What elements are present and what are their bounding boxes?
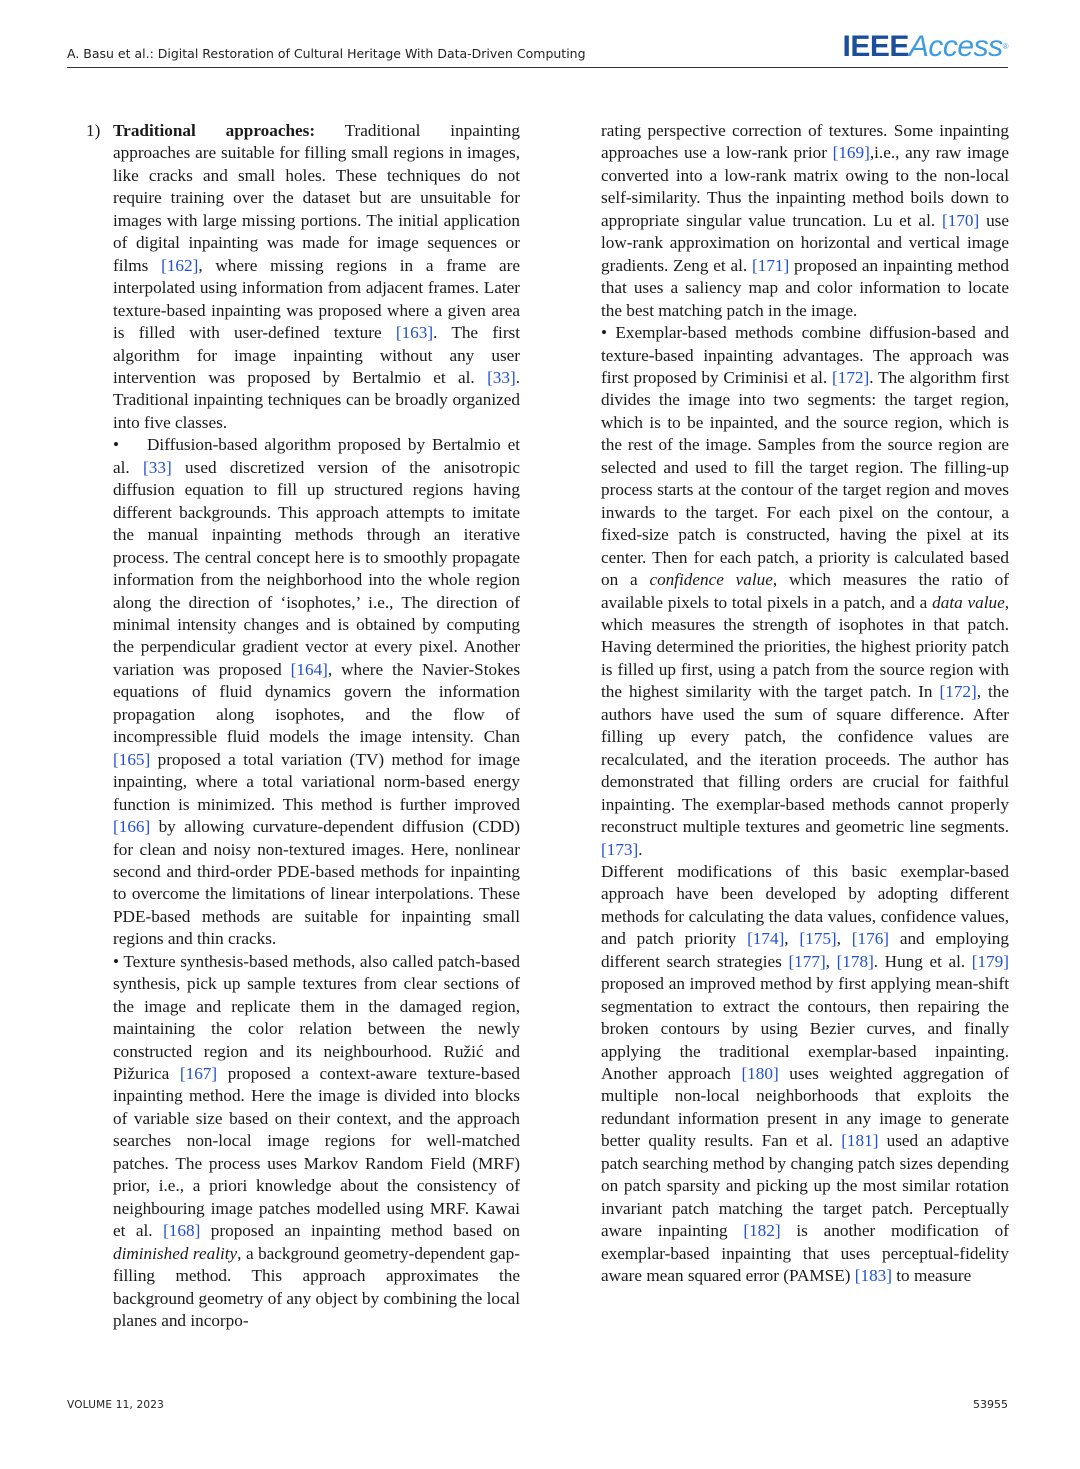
- right-column: [601, 120, 1009, 1288]
- citation-link[interactable]: [33]: [143, 457, 172, 477]
- citation-link[interactable]: [169]: [832, 143, 870, 163]
- citation-link[interactable]: [167]: [179, 1064, 218, 1084]
- logo-access-text: Access: [908, 30, 1003, 63]
- running-title: A. Basu et al.: Digital Restoration of Cultural Heritage With Data-Driven Computing: [67, 46, 586, 61]
- paragraph-diffusion-based: • Diffusion-based algorithm proposed by Bertalmio et al. [33] used discretized version of the anisotropic diffusion equation to fill up structured regions having different backgrounds. This approach attempts to imitate the manual inpainting methods through an iterative process. The central concept here is to smoothly propagate information from the neighborhood into the whole region along the direction of ‘isophotes,’ i.e., The direction of minimal intensity changes and is obtained by computing the perpendicular gradient vector at every pixel. Another variation was proposed [164], where the Navier-Stokes equations of fluid dynamics govern the information propagation along isophotes, and the flow of incompressible fluid models the image intensity. Chan [165] proposed a total variation (TV) method for image inpainting, where a total variational norm-based energy function is minimized. This method is further improved [166] by allowing curvature-dependent diffusion (CDD) for clean and noisy non-textured images. Here, nonlinear second and third-order PDE-based methods for inpainting to overcome the limitations of linear interpolations. These PDE-based methods are suitable for inpainting small regions and thin cracks.: [113, 435, 521, 949]
- emphasis: data value: [932, 592, 1005, 612]
- citation-link[interactable]: [176]: [851, 929, 890, 949]
- citation-link[interactable]: [174]: [747, 929, 785, 949]
- paragraph-low-rank: rating perspective correction of textures. Some inpainting approaches use a low-rank prior [169],i.e., any raw image converted into a low-rank matrix owing to the non-local self-similarity. Thus the inpainting method boils down to appropriate singular value truncation. Lu et al. [170] use low-rank approximation on horizontal and vertical image gradients. Zeng et al. [171] proposed an inpainting method that uses a saliency map and color information to locate the best matching patch in the image.: [601, 121, 1009, 320]
- citation-link[interactable]: [162]: [161, 255, 199, 275]
- bullet: •: [113, 435, 120, 455]
- footer-page-number: 53955: [973, 1398, 1008, 1411]
- citation-link[interactable]: [165]: [113, 749, 151, 769]
- citation-link[interactable]: [182]: [743, 1221, 781, 1241]
- header-rule: [67, 67, 1008, 68]
- footer-volume: VOLUME 11, 2023: [67, 1399, 165, 1411]
- citation-link[interactable]: [179]: [971, 951, 1009, 971]
- citation-link[interactable]: [172]: [939, 682, 977, 702]
- citation-link[interactable]: [181]: [841, 1131, 879, 1151]
- paragraph-traditional-approaches: Traditional approaches: Traditional inpainting approaches are suitable for filling small regions in images, like cracks and small holes. These techniques do not require training over the dataset but are unsuitable for images with large missing portions. The initial application of digital inpainting was made for image sequences or films [162], where missing regions in a frame are interpolated using information from adjacent frames. Later texture-based inpainting was proposed where a given area is filled with user-defined texture [163]. The first algorithm for image inpainting without any user intervention was proposed by Bertalmio et al. [33]. Traditional inpainting techniques can be broadly organized into five classes.: [113, 121, 521, 432]
- citation-link[interactable]: [180]: [741, 1064, 779, 1084]
- citation-link[interactable]: [175]: [799, 929, 837, 949]
- citation-link[interactable]: [172]: [832, 367, 870, 387]
- citation-link[interactable]: [163]: [395, 323, 434, 343]
- citation-link[interactable]: [173]: [601, 839, 639, 859]
- citation-link[interactable]: [168]: [163, 1221, 201, 1241]
- paragraph-texture-synthesis: • Texture synthesis-based methods, also called patch-based synthesis, pick up sample textures from clear sections of the image and replicate them in the damaged region, maintaining the color relation between the newly constructed region and its neighbourhood. Ružić and Pižurica [167] proposed a context-aware texture-based inpainting method. Here the image is divided into blocks of variable size based on their context, and the approach searches non-local image regions for well-matched patches. The process uses Markov Random Field (MRF) prior, i.e., a priori knowledge about the consistency of neighbouring image patches modelled using MRF. Kawai et al. [168] proposed an inpainting method based on diminished reality, a background geometry-dependent gap-filling method. This approach approximates the background geometry of any object by combining the local planes and incorpo-: [113, 951, 521, 1331]
- citation-link[interactable]: [177]: [788, 951, 826, 971]
- citation-link[interactable]: [183]: [854, 1266, 892, 1286]
- left-column: [86, 120, 521, 1332]
- citation-link[interactable]: [171]: [752, 255, 790, 275]
- bullet: •: [113, 951, 120, 971]
- logo-trademark: ®: [1002, 42, 1008, 51]
- bullet: •: [601, 323, 608, 343]
- citation-link[interactable]: [33]: [487, 367, 516, 387]
- logo-ieee-text: IEEE: [842, 30, 909, 63]
- section-heading: Traditional approaches:: [113, 121, 316, 140]
- citation-link[interactable]: [178]: [836, 951, 874, 971]
- emphasis: diminished reality: [113, 1243, 238, 1263]
- list-item-number: 1): [86, 121, 101, 140]
- citation-link[interactable]: [166]: [113, 817, 151, 837]
- ieee-access-logo: [843, 30, 1008, 64]
- citation-link[interactable]: [170]: [942, 210, 980, 230]
- paragraph-modifications: Different modifications of this basic exemplar-based approach have been developed by adopting different methods for calculating the data values, confidence values, and patch priority [174], [175], [176] and employing different search strategies [177], [178]. Hung et al. [179] proposed an improved method by first applying mean-shift segmentation to extract the contours, then repairing the broken contours by using Bezier curves, and finally applying the traditional exemplar-based inpainting. Another approach [180] uses weighted aggregation of multiple non-local neighborhoods that exploits the redundant information present in any image to generate better quality results. Fan et al. [181] used an adaptive patch searching method by changing patch sizes depending on patch sparsity and picking up the most similar rotation invariant patch matching the target patch. Perceptually aware inpainting [182] is another modification of exemplar-based inpainting that uses perceptual-fidelity aware mean squared error (PAMSE) [183] to measure: [601, 861, 1009, 1286]
- emphasis: confidence value: [649, 570, 773, 590]
- paragraph-exemplar-based: • Exemplar-based methods combine diffusion-based and texture-based inpainting advantages. The approach was first proposed by Criminisi et al. [172]. The algorithm first divides the image into two segments: the target region, which is to be inpainted, and the source region, which is the rest of the image. Samples from the source region are selected and used to fill the target region. The filling-up process starts at the contour of the target region and moves inwards to the target. For each pixel on the contour, a fixed-size patch is constructed, having the pixel at its center. Then for each patch, a priority is calculated based on a confidence value, which measures the ratio of available pixels to total pixels in a patch, and a data value, which measures the strength of isophotes in that patch. Having determined the priorities, the highest priority patch is filled up first, using a patch from the source region with the highest similarity with the target patch. In [172], the authors have used the sum of square difference. After filling up every patch, the confidence values are recalculated, and the iteration proceeds. The author has demonstrated that filling orders are crucial for faithful inpainting. The exemplar-based methods cannot properly reconstruct multiple textures and geometric line segments. [173].: [601, 323, 1010, 859]
- citation-link[interactable]: [164]: [290, 659, 328, 679]
